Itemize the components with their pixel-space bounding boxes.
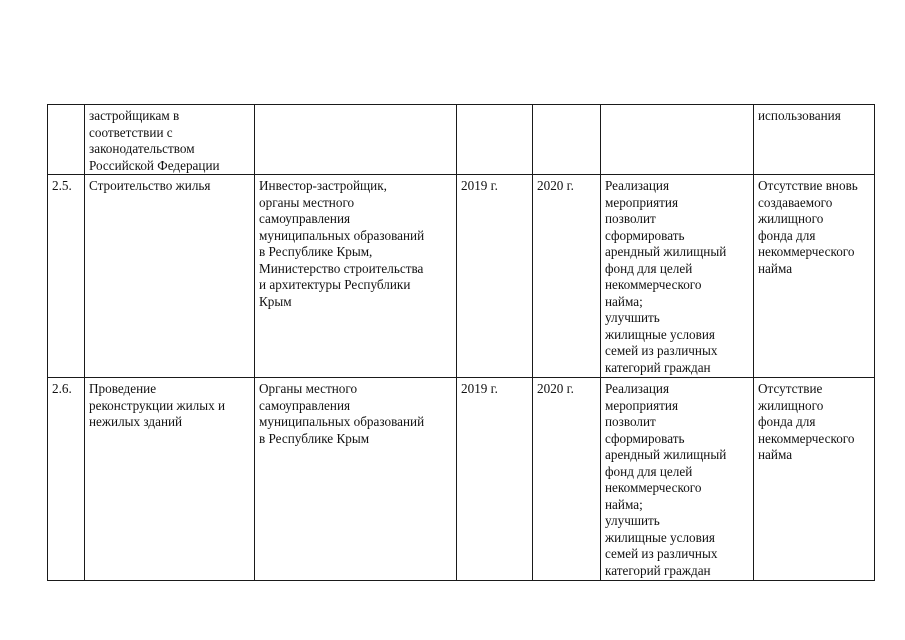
row-number-cell — [48, 105, 85, 175]
start-cell — [457, 105, 533, 175]
table-row — [48, 175, 875, 378]
row-number-cell — [48, 378, 85, 581]
consequence-text: использования — [758, 108, 841, 123]
executor-cell — [255, 105, 457, 175]
consequence-cell — [754, 175, 875, 378]
start-cell — [457, 378, 533, 581]
event-cell — [85, 175, 255, 378]
row-number: 2.5. — [52, 178, 72, 193]
row-number-cell — [48, 175, 85, 378]
end-cell — [533, 175, 601, 378]
table-row — [48, 105, 875, 175]
row-number: 2.6. — [52, 381, 72, 396]
executor-cell — [255, 378, 457, 581]
end-year: 2020 г. — [537, 178, 574, 193]
executor-text: Инвестор-застройщик, органы местного самоуправления муниципальных образований в Республике Крым, Министерство строительства и архитектуры Республики Крым — [259, 178, 425, 309]
consequence-cell — [754, 105, 875, 175]
measures-table — [47, 104, 875, 581]
event-text: Проведение реконструкции жилых и нежилых зданий — [89, 381, 226, 429]
event-cell — [85, 378, 255, 581]
consequence-text: Отсутствие вновь создаваемого жилищного фонда для некоммерческого найма — [758, 178, 858, 276]
executor-text: Органы местного самоуправления муниципальных образований в Республике Крым — [259, 381, 425, 446]
result-cell — [601, 105, 754, 175]
event-text: застройщикам в соответствии с законодательством Российской Федерации — [89, 108, 220, 173]
start-year: 2019 г. — [461, 381, 498, 396]
consequence-cell — [754, 378, 875, 581]
result-text: Реализация мероприятия позволит сформировать арендный жилищный фонд для целей некоммерческого найма; улучшить жилищные условия семей из различных категорий граждан — [605, 178, 727, 375]
end-year: 2020 г. — [537, 381, 574, 396]
event-text: Строительство жилья — [89, 178, 211, 193]
end-cell — [533, 105, 601, 175]
result-text: Реализация мероприятия позволит сформировать арендный жилищный фонд для целей некоммерческого найма; улучшить жилищные условия семей из различных категорий граждан — [605, 381, 727, 578]
start-cell — [457, 175, 533, 378]
table-row — [48, 378, 875, 581]
end-cell — [533, 378, 601, 581]
result-cell — [601, 378, 754, 581]
consequence-text: Отсутствие жилищного фонда для некоммерческого найма — [758, 381, 855, 462]
executor-cell — [255, 175, 457, 378]
result-cell — [601, 175, 754, 378]
start-year: 2019 г. — [461, 178, 498, 193]
event-cell — [85, 105, 255, 175]
